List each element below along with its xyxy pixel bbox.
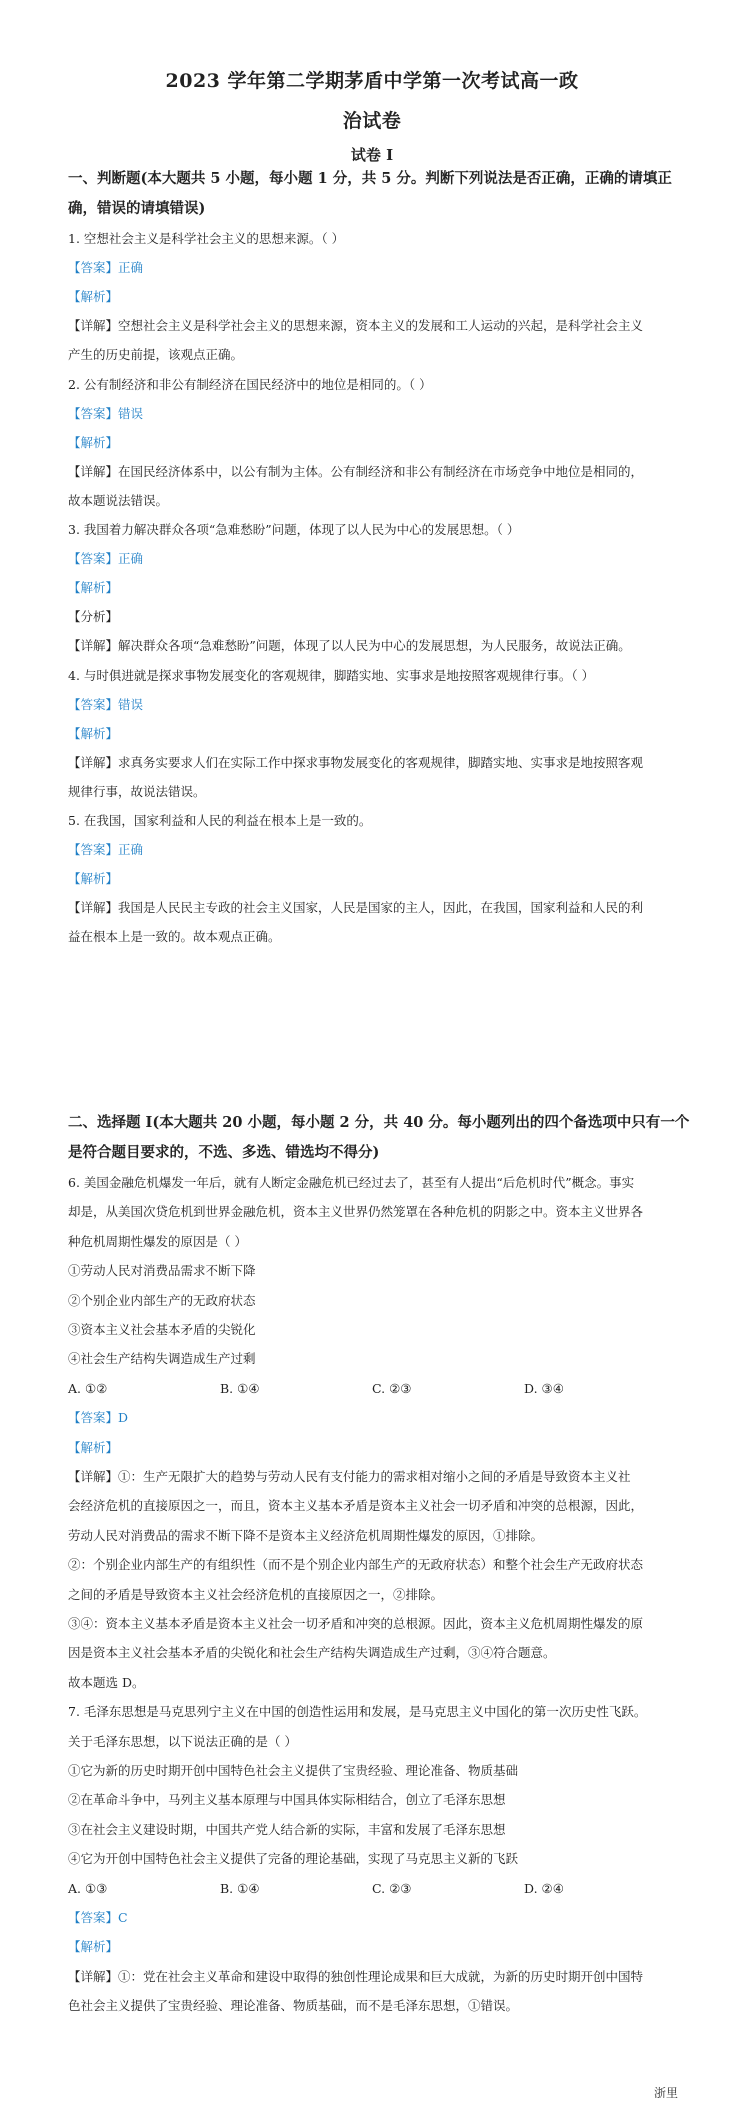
- text-line: 【详解】①：党在社会主义革命和建设中取得的独创性理论成果和巨大成就，为新的历史时期开创中国特: [68, 1968, 644, 1984]
- text-line: 7. 毛泽东思想是马克思列宁主义在中国的创造性运用和发展，是马克思主义中国化的第一次历史性飞跃。: [68, 1704, 647, 1720]
- exam-title-line2: 治试卷: [342, 110, 402, 132]
- text-line: ②个别企业内部生产的无政府状态: [68, 1292, 256, 1308]
- section1-heading-line1: 一、判断题(本大题共 5 小题，每小题 1 分，共 5 分。判断下列说法是否正确，正确的请填正: [68, 170, 672, 187]
- text-line: 5. 在我国，国家利益和人民的利益在根本上是一致的。: [68, 813, 372, 828]
- answer-line: 【答案】错误: [68, 696, 144, 712]
- text-line: 却是，从美国次贷危机到世界金融危机，资本主义世界仍然笼罩在各种危机的阴影之中。资本主义世界各: [68, 1204, 644, 1220]
- text-line: 产生的历史前提，该观点正确。: [68, 347, 244, 363]
- answer-line: 【答案】错误: [68, 405, 144, 421]
- section1-heading-line2: 确，错误的请填错误): [68, 200, 206, 217]
- text-line: ②在革命斗争中，马列主义基本原理与中国具体实际相结合，创立了毛泽东思想: [68, 1792, 506, 1808]
- answer-line: 【答案】正确: [68, 551, 144, 567]
- option-c: C. ②③: [372, 1380, 412, 1396]
- analysis-label: 【解析】: [68, 434, 119, 450]
- text-line: 6. 美国金融危机爆发一年后，就有人断定金融危机已经过去了，甚至有人提出“后危机时代”概念。事实: [68, 1175, 635, 1190]
- footer-mark: 浙里: [653, 2086, 678, 2100]
- text-line: 劳动人民对消费品的需求不断下降不是资本主义经济危机周期性爆发的原因，①排除。: [68, 1527, 544, 1543]
- text-line: ③在社会主义建设时期，中国共产党人结合新的实际，丰富和发展了毛泽东思想: [68, 1821, 506, 1837]
- answer-line: 【答案】C: [68, 1910, 128, 1925]
- text-line: 之间的矛盾是导致资本主义社会经济危机的直接原因之一，②排除。: [68, 1586, 444, 1602]
- text-line: 种危机周期性爆发的原因是（ ）: [68, 1233, 247, 1249]
- text-line: 益在根本上是一致的。故本观点正确。: [68, 929, 281, 945]
- exam-title-line1: 2023 学年第二学期茅盾中学第一次考试高一政: [165, 70, 579, 92]
- text-line: ④社会生产结构失调造成生产过剩: [68, 1351, 256, 1367]
- option-d: D. ③④: [524, 1380, 564, 1396]
- analysis-label: 【解析】: [68, 1439, 119, 1455]
- option-a: A. ①②: [68, 1380, 108, 1396]
- text-line: 会经济危机的直接原因之一，而且，资本主义基本矛盾是资本主义社会一切矛盾和冲突的总根源，因此，: [68, 1498, 644, 1514]
- text-line: 故本题选 D。: [68, 1674, 145, 1690]
- text-line: 4. 与时俱进就是探求事物发展变化的客观规律，脚踏实地、实事求是地按照客观规律行事。（ ）: [68, 667, 595, 683]
- text-line: 【详解】在国民经济体系中，以公有制为主体。公有制经济和非公有制经济在市场竞争中地位是相同的，: [68, 463, 644, 479]
- analysis-label: 【解析】: [68, 725, 119, 741]
- answer-line: 【答案】正确: [68, 842, 144, 858]
- text-line: 故本题说法错误。: [68, 492, 169, 508]
- section2-heading-line2: 是符合题目要求的，不选、多选、错选均不得分): [68, 1144, 380, 1161]
- text-line: 色社会主义提供了宝贵经验、理论准备、物质基础，而不是毛泽东思想，①错误。: [68, 1998, 519, 2014]
- text-line: 【详解】解决群众各项“急难愁盼”问题，体现了以人民为中心的发展思想，为人民服务，故说法正确。: [68, 638, 631, 654]
- analysis-label: 【解析】: [68, 871, 119, 887]
- text-line: ③④：资本主义基本矛盾是资本主义社会一切矛盾和冲突的总根源。因此，资本主义危机周期性爆发的原: [68, 1616, 644, 1631]
- analysis-label: 【解析】: [68, 580, 119, 596]
- option-a: A. ①③: [68, 1880, 108, 1896]
- text-line: 规律行事，故说法错误。: [68, 783, 206, 799]
- option-b: B. ①④: [220, 1380, 260, 1396]
- text-line: 【详解】我国是人民民主专政的社会主义国家，人民是国家的主人，因此，在我国，国家利益和人民的利: [68, 900, 644, 916]
- answer-line: 【答案】D: [68, 1410, 129, 1426]
- option-c: C. ②③: [372, 1880, 412, 1896]
- text-line: 2. 公有制经济和非公有制经济在国民经济中的地位是相同的。（ ）: [68, 376, 432, 392]
- option-d: D. ②④: [524, 1880, 564, 1896]
- text-line: ①劳动人民对消费品需求不断下降: [68, 1263, 256, 1279]
- text-line: 关于毛泽东思想，以下说法正确的是（ ）: [68, 1733, 297, 1749]
- text-line: 【详解】①：生产无限扩大的趋势与劳动人民有支付能力的需求相对缩小之间的矛盾是导致资本主义社: [68, 1469, 631, 1484]
- text-line: 1. 空想社会主义是科学社会主义的思想来源。（ ）: [68, 231, 345, 246]
- paper-label: 试卷 I: [350, 146, 394, 164]
- text-line: ①它为新的历史时期开创中国特色社会主义提供了宝贵经验、理论准备、物质基础: [68, 1763, 519, 1778]
- analysis-label: 【解析】: [68, 1939, 119, 1955]
- text-line: 【详解】求真务实要求人们在实际工作中探求事物发展变化的客观规律，脚踏实地、实事求是地按照客观: [68, 754, 644, 770]
- section2-heading-line1: 二、选择题 I(本大题共 20 小题，每小题 2 分，共 40 分。每小题列出的四个备选项中只有一个: [68, 1114, 690, 1131]
- option-b: B. ①④: [220, 1880, 260, 1896]
- text-line: 3. 我国着力解决群众各项“急难愁盼”问题，体现了以人民为中心的发展思想。（ ）: [68, 522, 520, 537]
- text-line: 【详解】空想社会主义是科学社会主义的思想来源，资本主义的发展和工人运动的兴起，是科学社会主义: [68, 318, 644, 334]
- text-line: ③资本主义社会基本矛盾的尖锐化: [68, 1322, 256, 1337]
- text-line: 因是资本主义社会基本矛盾的尖锐化和社会生产结构失调造成生产过剩，③④符合题意。: [68, 1645, 556, 1661]
- text-line: ②：个别企业内部生产的有组织性（而不是个别企业内部生产的无政府状态）和整个社会生产无政府状态: [68, 1557, 644, 1573]
- analysis-label: 【解析】: [68, 289, 119, 305]
- answer-line: 【答案】正确: [68, 260, 144, 276]
- text-line: 【分析】: [68, 609, 119, 625]
- text-line: ④它为开创中国特色社会主义提供了完备的理论基础，实现了马克思主义新的飞跃: [68, 1851, 519, 1867]
